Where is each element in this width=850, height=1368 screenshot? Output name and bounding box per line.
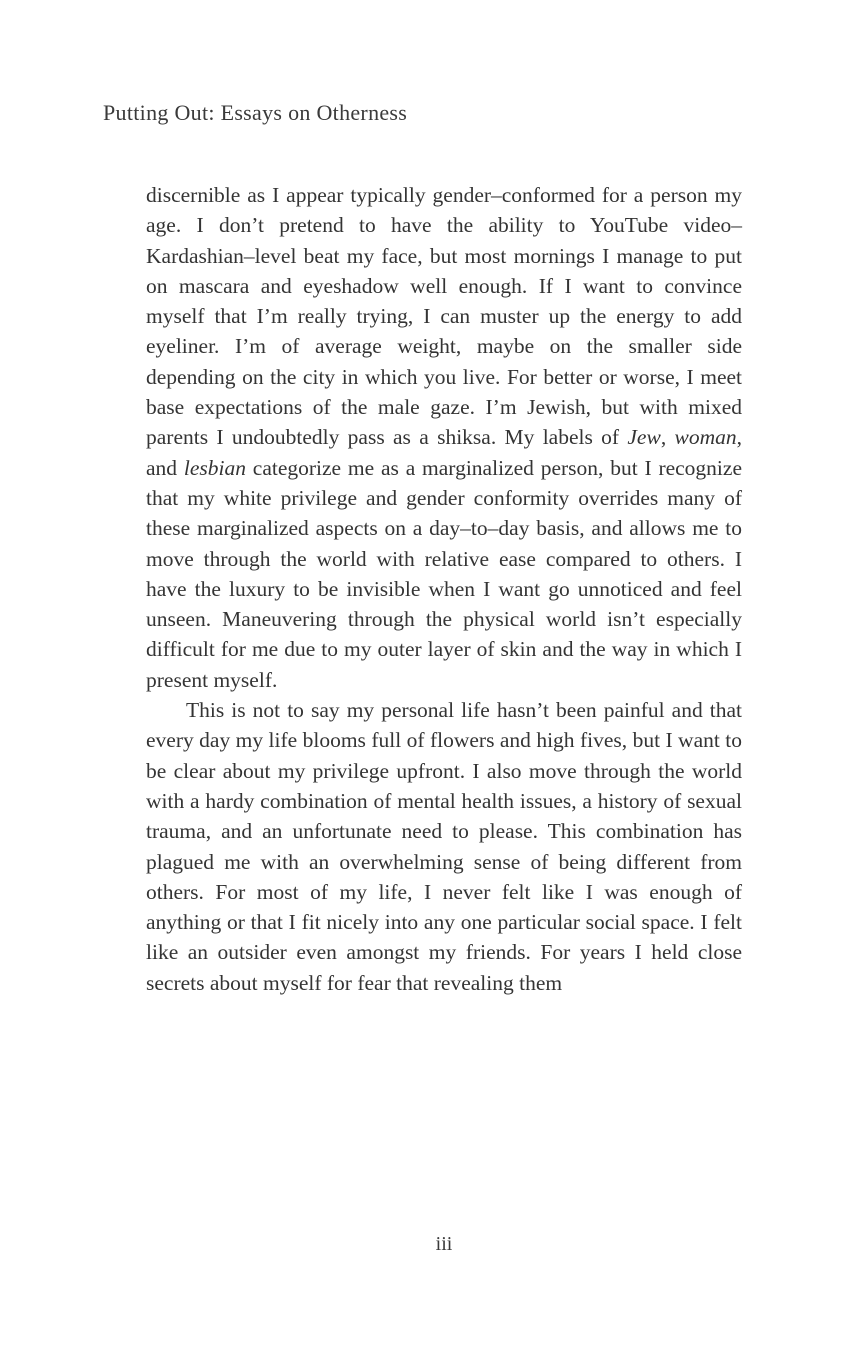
page-number: iii	[435, 1233, 453, 1255]
running-header: Putting Out: Essays on Otherness	[103, 100, 408, 125]
paragraph: This is not to say my personal life hasn’t been painful and that every day my life blooms full of flowers and high fives, but I want to be clear about my privilege upfront. I also move through the world with a hardy combination of mental health issues, a history of sexual trauma, and an unfortunate need to please. This combination has plagued me with an overwhelming sense of being different from others. For most of my life, I never felt like I was enough of anything or that I fit nicely into any one particular social space. I felt like an outsider even amongst my friends. For years I held close secrets about myself for fear that revealing them	[146, 698, 742, 995]
paragraph: discernible as I appear typically gender–conformed for a person my age. I don’t pretend to have the ability to YouTube video–Kardashian–level beat my face, but most mornings I manage to put on mascara and eyeshadow well enough. If I want to convince myself that I’m really trying, I can muster up the energy to add eyeliner. I’m of average weight, maybe on the smaller side depending on the city in which you live. For better or worse, I meet base expectations of the male gaze. I’m Jewish, but with mixed parents I undoubtedly pass as a shiksa. My labels of Jew, woman, and lesbian categorize me as a marginalized person, but I recognize that my white privilege and gender conformity overrides many of these marginalized aspects on a day–to–day basis, and allows me to move through the world with relative ease compared to others. I have the luxury to be invisible when I want go unnoticed and feel unseen. Maneuvering through the physical world isn’t especially difficult for me due to my outer layer of skin and the way in which I present myself.	[146, 183, 743, 692]
body-text	[146, 180, 742, 998]
